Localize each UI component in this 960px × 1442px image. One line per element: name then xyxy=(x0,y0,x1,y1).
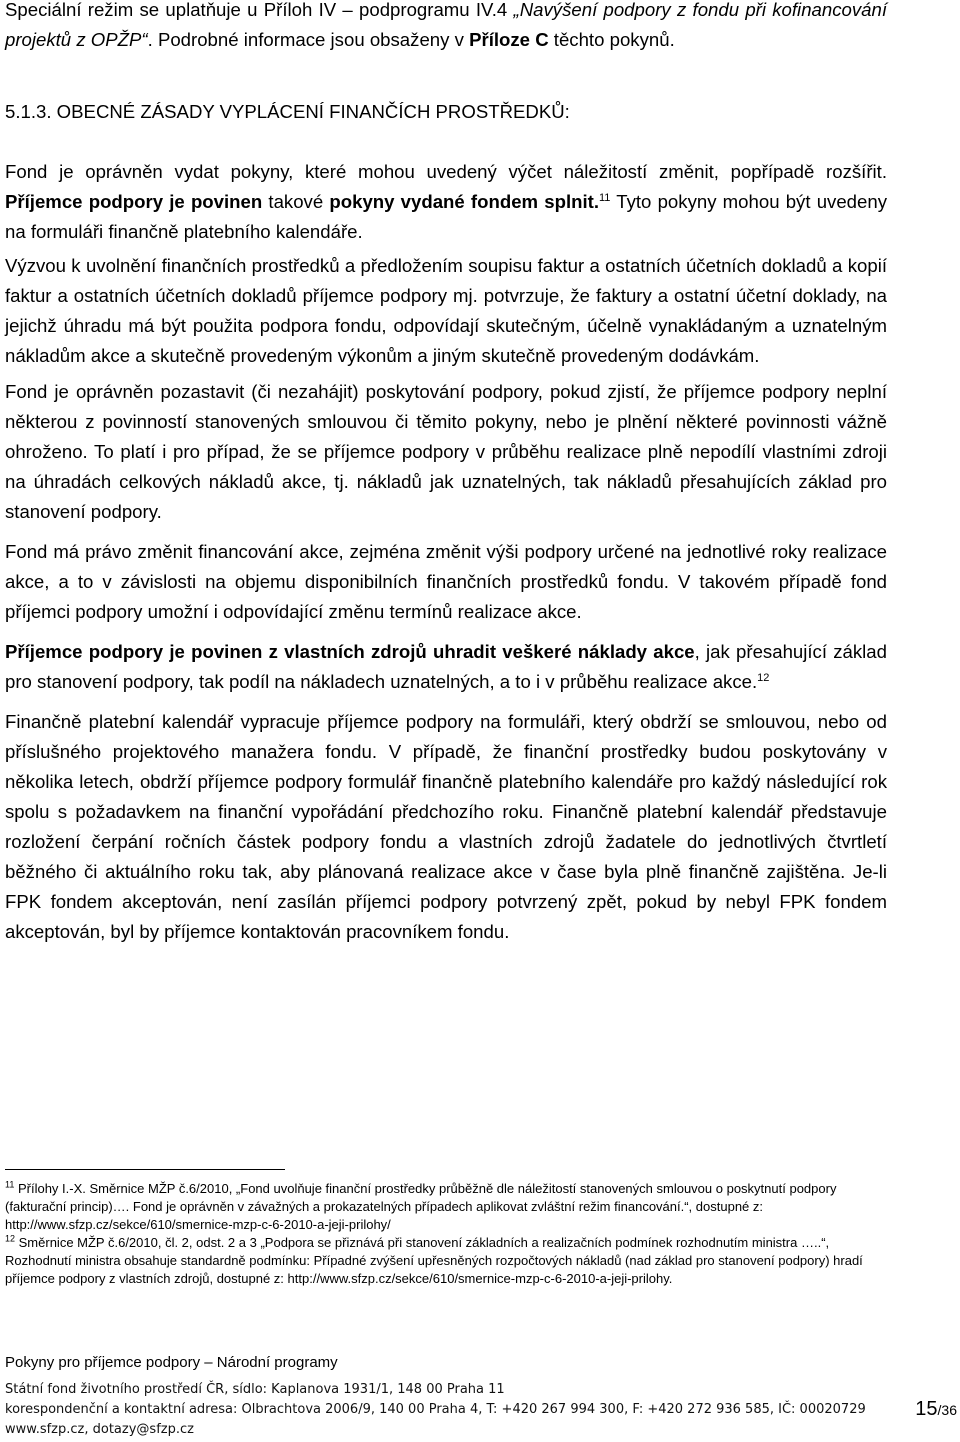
text: takové xyxy=(262,191,330,212)
footnote-separator xyxy=(5,1169,285,1170)
section-heading: 5.1.3. OBECNÉ ZÁSADY VYPLÁCENÍ FINANČÍCH PROSTŘEDKŮ: xyxy=(5,101,570,122)
intro-paragraph xyxy=(5,0,887,55)
page-number xyxy=(915,1398,957,1421)
text: , jak přesahující základ pro stanovení podpory, tak podíl na nákladech uznatelných, a to i v průběhu realizace akce. xyxy=(5,641,887,692)
intro-text: Speciální režim se uplatňuje u Příloh IV – podprogramu IV.4 xyxy=(5,0,514,20)
bold-text: Příjemce podpory je povinen z vlastních zdrojů uhradit veškeré náklady akce xyxy=(5,641,695,662)
footer-line: www.sfzp.cz, dotazy@sfzp.cz xyxy=(5,1422,194,1437)
intro-italic-text: „Navýšení podpory z fondu při kofinancování projektů z OPŽP“ xyxy=(5,0,887,50)
intro-bold-text: Příloze C xyxy=(469,29,549,50)
paragraph-2: Výzvou k uvolnění finančních prostředků a předložením soupisu faktur a ostatních účetních dokladů a kopií faktur a ostatních účetních dokladů příjemce podpory mj. potvrzuje, že faktury a ostatní účetní doklady, na jejichž úhradu má být použita podpora fondu, odpovídají skutečným, účelně vynakládaným a uznatelným nákladům akce a skutečně provedeným výkonům a jiným skutečně provedeným dodávkám. xyxy=(5,255,887,366)
paragraph-1 xyxy=(5,157,887,247)
page-total: /36 xyxy=(937,1402,957,1418)
paragraph-5 xyxy=(5,637,887,697)
footnote-number: 11 xyxy=(5,1179,15,1190)
paragraph-3: Fond je oprávněn pozastavit (či nezahájit) poskytování podpory, pokud zjistí, že příjemce podpory neplní některou z povinností stanovených smlouvou či těmito pokyny, nebo je plnění některé povinnosti vážně ohroženo. To platí i pro případ, že se příjemce podpory v průběhu realizace plně nepodílí vlastními zdroji na úhradách celkových nákladů akce, tj. nákladů jak uznatelných, tak nákladů přesahujících základ pro stanovení podpory. xyxy=(5,381,887,522)
footer-organization xyxy=(5,1380,866,1440)
footnote-12 xyxy=(5,1234,885,1288)
footnote-11 xyxy=(5,1180,885,1234)
bold-text: Příjemce podpory je povinen xyxy=(5,191,263,212)
footer-line: korespondenční a kontaktní adresa: Olbrachtova 2006/9, 140 00 Praha 4, T: +420 267 994 300, F: +420 272 936 585, IČ: 00020729 xyxy=(5,1402,866,1417)
footnotes xyxy=(5,1180,885,1288)
intro-text: těchto pokynů. xyxy=(548,29,675,50)
footnote-ref-12[interactable]: 12 xyxy=(757,671,770,684)
footer-title: Pokyny pro příjemce podpory – Národní programy xyxy=(5,1354,338,1371)
bold-text: pokyny vydané fondem splnit. xyxy=(329,191,599,212)
page-current: 15 xyxy=(915,1398,938,1420)
footnote-number: 12 xyxy=(5,1233,16,1244)
footnote-ref-11[interactable]: 11 xyxy=(599,191,611,204)
text: Tyto pokyny mohou být uvedeny na formuláři finančně platebního kalendáře. xyxy=(5,191,887,242)
footnote-text: Směrnice MŽP č.6/2010, čl. 2, odst. 2 a 3 „Podpora se přiznává při stanovení základních a realizačních podmínek rozhodnutím ministra …..“, Rozhodnutí ministra obsahuje standardně podmínku: Případné zvýšení upřesněných rozpočtových nákladů (nad základ pro stanovení podpory) hradí příjemce podpory z vlastních zdrojů, dostupné z: http://www.sfzp.cz/sekce/610/smernice-mzp-c-6-2010-a-jeji-prilohy. xyxy=(5,1235,863,1286)
paragraph-4: Fond má právo změnit financování akce, zejména změnit výši podpory určené na jednotlivé roky realizace akce, a to v závislosti na objemu disponibilních finančních prostředků fondu. V takovém případě fond příjemci podpory umožní i odpovídající změnu termínů realizace akce. xyxy=(5,541,887,622)
document-page xyxy=(5,0,887,947)
paragraph-6: Finančně platební kalendář vypracuje příjemce podpory na formuláři, který obdrží se smlouvou, nebo od příslušného projektového manažera fondu. V případě, že finanční prostředky budou poskytovány v několika letech, obdrží příjemce podpory formulář finančně platebního kalendáře pro každý následující rok spolu s požadavkem na finanční vypořádání předchozího roku. Finančně platební kalendář představuje rozložení čerpání ročních částek podpory fondu a vlastních zdrojů žadatele do jednotlivých čtvrtletí běžného či aktuálního roku tak, aby plánovaná realizace akce v čase byla plně finančně zajištěna. Je-li FPK fondem akceptován, není zasílán příjemci podpory potvrzený zpět, pokud by nebyl FPK fondem akceptován, byl by příjemce kontaktován pracovníkem fondu. xyxy=(5,711,887,942)
text: Fond je oprávněn vydat pokyny, které mohou uvedený výčet náležitostí změnit, popřípadě rozšířit. xyxy=(5,161,887,182)
footnote-text: Přílohy I.-X. Směrnice MŽP č.6/2010, „Fond uvolňuje finanční prostředky průběžně dle náležitostí stanovených smlouvou o poskytnutí podpory (fakturační princip)…. Fond je oprávněn v závažných a prokazatelných případech aplikovat zvláštní režim financování.“, dostupné z: http://www.sfzp.cz/sekce/610/smernice-mzp-c-6-2010-a-jeji-prilohy/ xyxy=(5,1181,837,1232)
footer-line: Státní fond životního prostředí ČR, sídlo: Kaplanova 1931/1, 148 00 Praha 11 xyxy=(5,1382,505,1397)
intro-text: . Podrobné informace jsou obsaženy v xyxy=(147,29,470,50)
